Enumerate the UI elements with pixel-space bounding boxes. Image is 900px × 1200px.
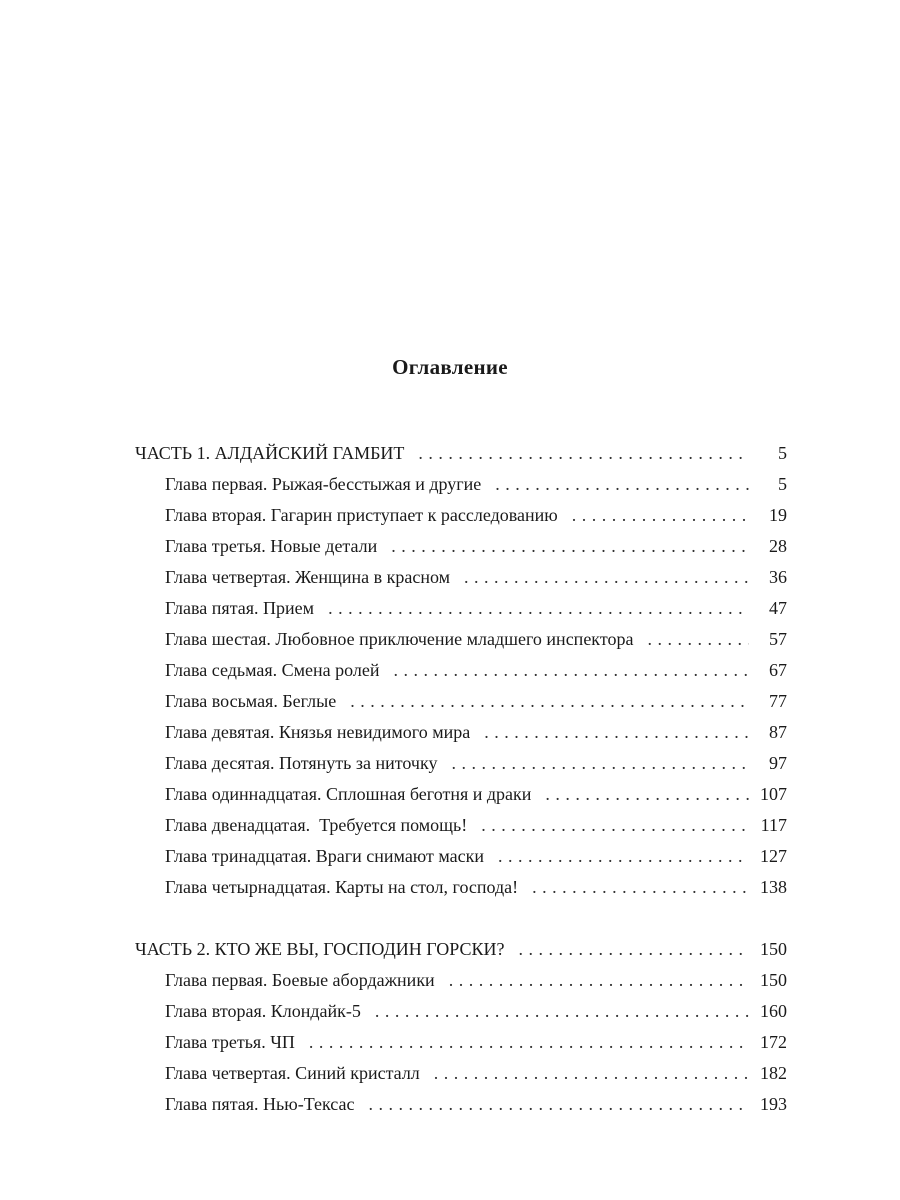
toc-chapter-label: Глава седьмая. Смена ролей <box>165 660 380 680</box>
dot-leader <box>532 872 749 903</box>
dot-leader <box>434 1058 749 1089</box>
toc-chapter-entry <box>135 469 787 500</box>
toc-page-number: 117 <box>760 815 787 835</box>
dot-leader <box>309 1027 749 1058</box>
dot-leader <box>375 996 749 1027</box>
toc-chapter-entry <box>135 748 787 779</box>
toc-chapter-entry <box>135 655 787 686</box>
toc-chapter-entry <box>135 841 787 872</box>
toc-chapter-entry <box>135 562 787 593</box>
toc-page-number: 150 <box>760 970 787 990</box>
toc-chapter-label: Глава пятая. Нью-Тексас <box>165 1094 355 1114</box>
toc-chapter-entry <box>135 872 787 903</box>
toc-chapter-label: Глава четвертая. Синий кристалл <box>165 1063 420 1083</box>
dot-leader <box>394 655 749 686</box>
toc-chapter-label: Глава первая. Боевые абордажники <box>165 970 435 990</box>
dot-leader <box>449 965 749 996</box>
toc-part-label: ЧАСТЬ 2. КТО ЖЕ ВЫ, ГОСПОДИН ГОРСКИ? <box>135 939 505 959</box>
dot-leader <box>545 779 749 810</box>
toc-chapter-entry <box>135 996 787 1027</box>
dot-leader <box>368 1089 749 1120</box>
toc-chapter-label: Глава третья. Новые детали <box>165 536 378 556</box>
toc-chapter-label: Глава вторая. Гагарин приступает к расследованию <box>165 505 558 525</box>
toc-chapter-entry <box>135 500 787 531</box>
dot-leader <box>518 934 749 965</box>
toc-page-number: 5 <box>778 443 787 463</box>
toc-page-number: 77 <box>769 691 787 711</box>
toc-chapter-entry <box>135 1058 787 1089</box>
toc-page-number: 47 <box>769 598 787 618</box>
dot-leader <box>391 531 749 562</box>
toc-chapter-entry <box>135 810 787 841</box>
toc-page-number: 87 <box>769 722 787 742</box>
toc-part-heading <box>135 934 787 965</box>
dot-leader <box>495 469 749 500</box>
dot-leader <box>418 438 749 469</box>
toc-page-number: 28 <box>769 536 787 556</box>
toc-chapter-label: Глава четвертая. Женщина в красном <box>165 567 451 587</box>
toc-chapter-label: Глава первая. Рыжая-бесстыжая и другие <box>165 474 482 494</box>
toc-chapter-entry <box>135 686 787 717</box>
toc-page-number: 127 <box>760 846 787 866</box>
toc-part-heading <box>135 438 787 469</box>
dot-leader <box>481 810 749 841</box>
toc-page-number: 138 <box>760 877 787 897</box>
toc-page-number: 107 <box>760 784 787 804</box>
toc-chapter-label: Глава пятая. Прием <box>165 598 315 618</box>
toc-chapter-entry <box>135 1027 787 1058</box>
toc-part-2 <box>135 934 787 1120</box>
toc-chapter-label: Глава третья. ЧП <box>165 1032 295 1052</box>
dot-leader <box>484 717 749 748</box>
dot-leader <box>350 686 749 717</box>
toc-chapter-label: Глава тринадцатая. Враги снимают маски <box>165 846 485 866</box>
toc-chapter-entry <box>135 965 787 996</box>
toc-title: Оглавление <box>392 355 508 379</box>
toc-chapter-label: Глава одиннадцатая. Сплошная беготня и драки <box>165 784 532 804</box>
toc-page-number: 97 <box>769 753 787 773</box>
dot-leader <box>572 500 749 531</box>
toc-chapter-label: Глава вторая. Клондайк-5 <box>165 1001 361 1021</box>
toc-page-number: 150 <box>760 939 787 959</box>
toc-page-number: 19 <box>769 505 787 525</box>
toc-chapter-label: Глава шестая. Любовное приключение младшего инспектора <box>165 629 634 649</box>
toc-part-1 <box>135 438 787 903</box>
toc-chapter-entry <box>135 531 787 562</box>
toc-chapter-label: Глава двенадцатая. Требуется помощь! <box>165 815 468 835</box>
dot-leader <box>464 562 749 593</box>
toc-chapter-entry <box>135 624 787 655</box>
toc-page-number: 5 <box>778 474 787 494</box>
toc-chapter-entry <box>135 1089 787 1120</box>
toc-page-number: 36 <box>769 567 787 587</box>
dot-leader <box>328 593 749 624</box>
toc-page-number: 57 <box>769 629 787 649</box>
toc-page-number: 172 <box>760 1032 787 1052</box>
toc-chapter-entry <box>135 593 787 624</box>
toc-chapter-label: Глава четырнадцатая. Карты на стол, господа! <box>165 877 519 897</box>
toc-part-label: ЧАСТЬ 1. АЛДАЙСКИЙ ГАМБИТ <box>135 443 405 463</box>
dot-leader <box>498 841 749 872</box>
toc-page-number: 193 <box>760 1094 787 1114</box>
toc-chapter-entry <box>135 779 787 810</box>
dot-leader <box>647 624 749 655</box>
toc-chapter-label: Глава восьмая. Беглые <box>165 691 337 711</box>
toc-chapter-label: Глава девятая. Князья невидимого мира <box>165 722 471 742</box>
table-of-contents <box>135 438 787 1120</box>
toc-chapter-label: Глава десятая. Потянуть за ниточку <box>165 753 438 773</box>
toc-page-number: 160 <box>760 1001 787 1021</box>
toc-page-number: 182 <box>760 1063 787 1083</box>
dot-leader <box>451 748 749 779</box>
toc-chapter-entry <box>135 717 787 748</box>
toc-page-number: 67 <box>769 660 787 680</box>
